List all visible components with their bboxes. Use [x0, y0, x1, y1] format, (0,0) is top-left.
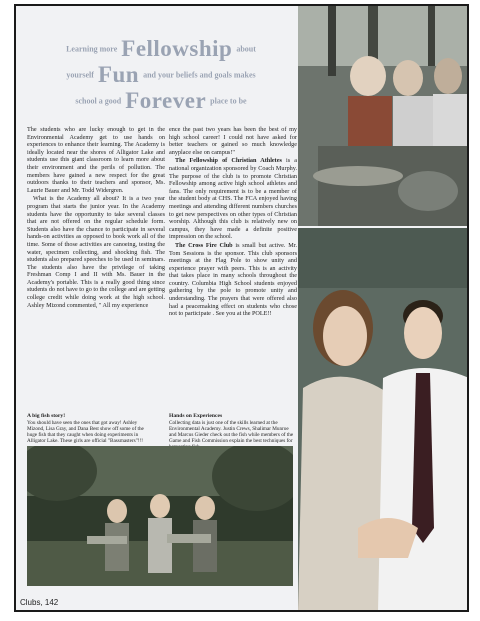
headline-line-1 [16, 36, 306, 62]
page-number: Clubs, 142 [20, 598, 59, 607]
yearbook-page [14, 4, 469, 612]
fca-text: is a national organization sponsored by Coach Murphy. The purpose of the club is to promote Christian Fellowship among active high school athletes and fans. The only requirement is to be a member of the student body at CHS. The FCA enjoyed having meetings and attending different numbers churches to get new perspectives on other types of Christian worship. Although this club is relatively new on campus, they have made a definite positive impression on the school. [169, 157, 298, 241]
body-paragraph: What is the Academy all about? It is a two year program that starts the junior year. In the Academy students have the opportunity to take several classes that are not offered on the regular schedule form. Students also have the chance to participate in several hands-on activities as opposed to book work all of the time. Some of those activities are canoeing, testing the water, specimen collecting, and shocking fish. The students also prepared speeches to be used in seminars. The students also have the privilege of taking Freshman Comp I and II with Ms. Bauer in the Academy's portable. This is a really good thing since students do not have to go to the college and are getting college credit while doing work at the high school. Ashley Mizond commented, " All my experience [27, 195, 165, 309]
caption-hands-on [169, 413, 297, 450]
crossfire-text: is small but active. Mr. Tom Sessions is the sponsor. This club sponsors meetings at the Flag Pole to show unity and experience prayer with peers. This is an activity that takes place in many schools throughout the country. Columbia High School students enjoyed gathering by the pole to promote unity and understanding. The prayers that were offered also had a peacemaking effect on students who chose not to participate . See you at the POLE!! [169, 241, 298, 318]
body-column-left [27, 126, 165, 396]
headline-text: and your beliefs and goals makes [143, 70, 256, 80]
headline-big-word: Fellowship [121, 36, 233, 61]
photo-fish-catch [27, 446, 293, 586]
caption-text: You should have seen the ones that got away! Ashley Mizond, Lisa Gray, and Dana Best show off some of the huge fish that they caught when doing experiments in Alligator Lake. These girls are official "Bassmasters"!!! [27, 420, 144, 444]
couple-photo-image [298, 228, 469, 612]
headline-big-word: Forever [125, 88, 207, 113]
photo-students-at-lake [298, 6, 469, 226]
headline-text: yourself [66, 70, 94, 80]
headline-line-3 [16, 88, 306, 114]
headline-text: Learning more [66, 44, 118, 54]
photo-couple-portrait [298, 228, 469, 612]
headline-text: school a good [75, 96, 122, 106]
body-paragraph: ence the past two years has been the best of my high school career! I could not have asked for better teachers or gained so much knowledge anyplace else on campus!" [169, 126, 297, 156]
fca-paragraph [169, 157, 297, 241]
crossfire-title: The Cross Fire Club [175, 241, 233, 249]
lake-photo-image [298, 6, 469, 226]
fish-photo-image [27, 446, 293, 586]
headline-big-word: Fun [97, 62, 140, 87]
fca-title: The Fellowship of Christian Athletes [175, 157, 282, 165]
caption-title: Hands on Experiences [169, 413, 223, 419]
headline-line-2 [16, 62, 306, 88]
headline-text: about [236, 44, 256, 54]
headline-text: place to be [210, 96, 247, 106]
crossfire-paragraph [169, 242, 297, 318]
caption-fish [27, 413, 155, 444]
caption-text: Collecting data is just one of the skills learned at the Environmental Academy. Justin Crews, Shalimar Munroe and Marcus Gieder check out the fish while members of the Game and Fish Commission explain the best techniques for [169, 420, 294, 444]
body-column-right [169, 126, 297, 396]
body-paragraph: The students who are lucky enough to get in the Environmental Academy get to use hands on experiences to enhance their learning. The Academy is ideally located near the shores of Alligator Lake and students use this giant classroom to learn more about their environment and the perils of pollution. The members have gained a new respect for the great outdoors thanks to their teachers and sponsor, Ms. Laurie Bauer and Mr. Todd Widergren. [27, 126, 165, 194]
caption-title: A big fish story! [27, 413, 66, 419]
